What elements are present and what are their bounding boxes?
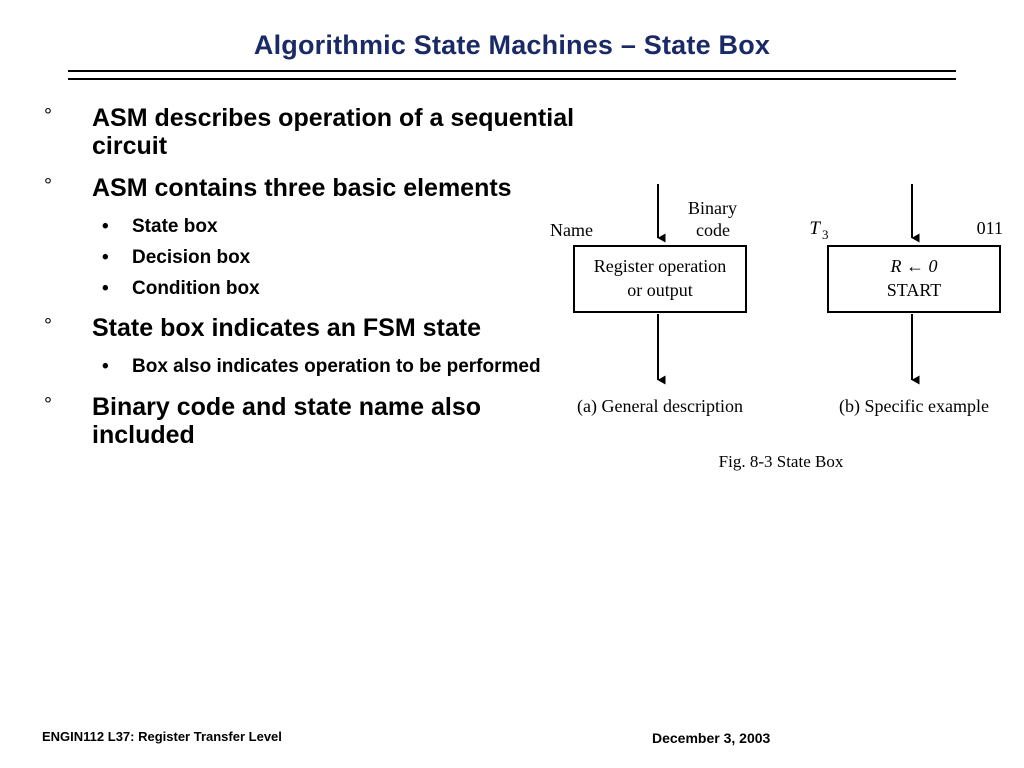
specific-state-subscript: 3	[822, 227, 829, 242]
general-binary-code-label-line2: code	[696, 220, 730, 240]
bullet-text: ASM contains three basic elements	[92, 174, 512, 202]
bullet-text: Binary code and state name also included	[92, 393, 482, 450]
bullet-marker: •	[102, 216, 109, 237]
bullet-marker: •	[102, 277, 109, 299]
bullet-marker: °	[44, 105, 52, 127]
bullet-text: State box	[132, 216, 218, 237]
bullet-text: State box indicates an FSM state	[92, 314, 481, 343]
bullet-item	[40, 247, 580, 270]
title-divider	[68, 70, 956, 80]
bullet-text: ASM describes operation of a sequential circuit	[92, 104, 575, 160]
general-caption: (a) General description	[577, 396, 743, 416]
bullet-marker: °	[44, 394, 52, 417]
specific-box-line2: START	[886, 280, 942, 300]
bullet-list	[40, 104, 580, 463]
general-box-line2: or output	[627, 280, 693, 300]
bullet-item	[40, 278, 580, 301]
bullet-marker: °	[44, 175, 52, 197]
bullet-item	[40, 216, 580, 239]
specific-code-label: 011	[976, 218, 1003, 238]
general-binary-code-label-line1: Binary	[688, 198, 737, 218]
bullet-text: Condition box	[132, 277, 260, 299]
figure-caption: Fig. 8-3 State Box	[718, 452, 844, 471]
bullet-marker: •	[102, 246, 109, 268]
bullet-item	[40, 174, 580, 202]
bullet-marker: •	[102, 356, 109, 378]
specific-caption: (b) Specific example	[839, 396, 989, 416]
figure-svg	[548, 178, 1014, 448]
footer-date: December 3, 2003	[652, 730, 771, 746]
bullet-item	[40, 314, 580, 342]
specific-box-line1: R ← 0	[890, 256, 938, 276]
bullet-item	[40, 393, 580, 449]
state-box-figure	[548, 178, 1014, 488]
bullet-text: Decision box	[132, 246, 251, 268]
general-name-label: Name	[550, 220, 593, 240]
specific-state-label: T	[809, 218, 820, 239]
general-box-line1: Register operation	[593, 256, 727, 276]
bullet-text: Box also indicates operation to be performed	[132, 356, 541, 378]
bullet-item	[40, 356, 580, 379]
footer-course-label: ENGIN112 L37: Register Transfer Level	[42, 729, 282, 744]
page-title: Algorithmic State Machines – State Box	[253, 30, 771, 60]
bullet-marker: °	[44, 315, 52, 338]
bullet-item	[40, 104, 580, 160]
